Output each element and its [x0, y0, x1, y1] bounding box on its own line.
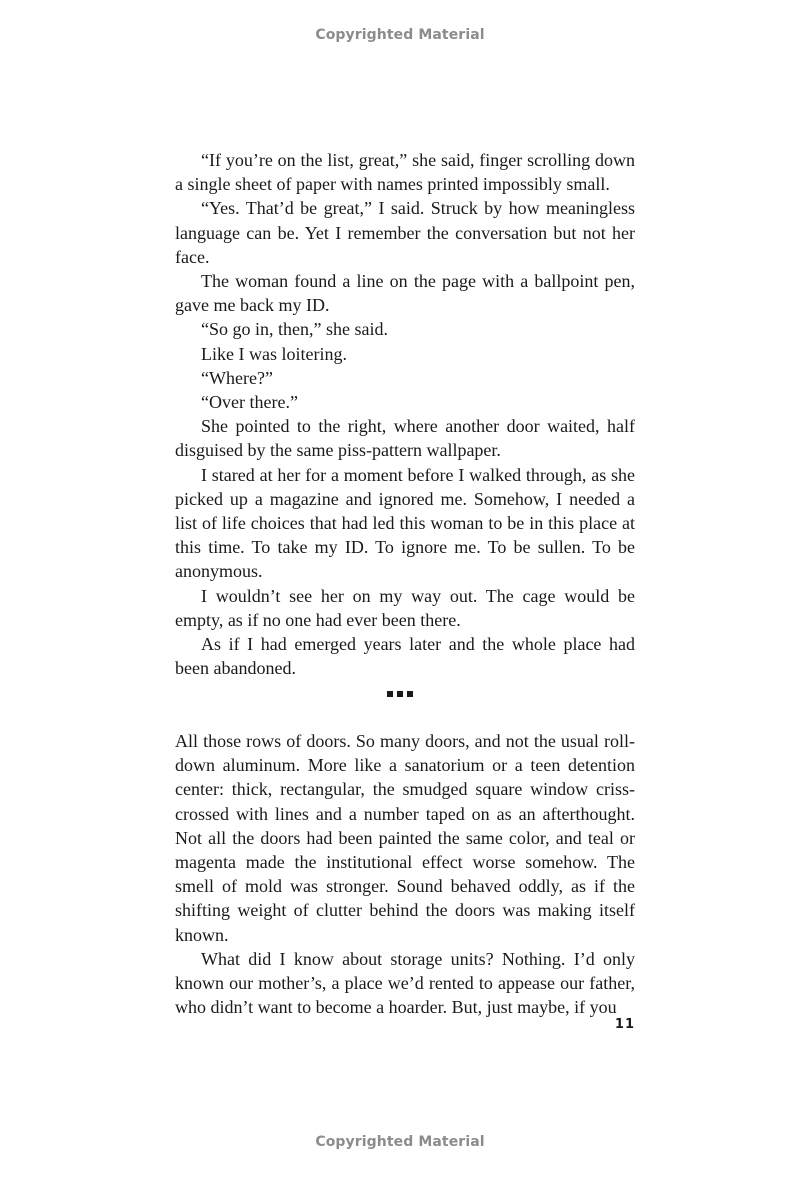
ornament-dot: [387, 691, 393, 697]
paragraph: I stared at her for a moment before I walked through, as she picked up a magazine and ignored me. Somehow, I needed a list of life choices that had led this woman to be in this place at this time. To take my ID. To ignore me. To be sullen. To be anonymous.: [175, 464, 635, 582]
page-number: 11: [614, 1017, 635, 1032]
paragraph: “Where?”: [201, 367, 273, 388]
paragraph: “Over there.”: [201, 392, 298, 413]
paragraph: I wouldn’t see her on my way out. The cage would be empty, as if no one had ever been there.: [175, 585, 635, 630]
copyright-watermark-bottom: Copyrighted Material: [315, 1134, 485, 1150]
paragraph: All those rows of doors. So many doors, and not the usual roll-down aluminum. More like a sanatorium or a teen detention center: thick, rectangular, the smudged square window criss-crossed with lines and a number taped on as an afterthought. Not all the doors had been painted the same color, and teal or magenta made the institutional effect worse somehow. The smell of mold was stronger. Sound behaved oddly, as if the shifting weight of clutter behind the doors was making itself known.: [175, 731, 635, 945]
copyright-watermark-top: Copyrighted Material: [315, 27, 485, 43]
paragraph: Like I was loitering.: [201, 343, 347, 364]
section-one-text: [175, 148, 635, 680]
section-two-text: [175, 729, 635, 1019]
paragraph: The woman found a line on the page with a ballpoint pen, gave me back my ID.: [175, 271, 635, 316]
ornament-dot: [407, 691, 413, 697]
paragraph: “If you’re on the list, great,” she said, finger scrolling down a single sheet of paper with names printed impossibly small.: [175, 150, 635, 195]
paragraph: What did I know about storage units? Nothing. I’d only known our mother’s, a place we’d rented to appease our father, who didn’t want to become a hoarder. But, just maybe, if you: [175, 948, 635, 1018]
ornament-dot: [397, 691, 403, 697]
paragraph: “Yes. That’d be great,” I said. Struck by how meaningless language can be. Yet I remember the conversation but not her face.: [175, 198, 635, 267]
paragraph: She pointed to the right, where another door waited, half disguised by the same piss-pattern wallpaper.: [175, 416, 635, 461]
section-break-ornament: [0, 684, 800, 704]
paragraph: “So go in, then,” she said.: [201, 319, 388, 340]
paragraph: As if I had emerged years later and the whole place had been abandoned.: [175, 634, 635, 679]
